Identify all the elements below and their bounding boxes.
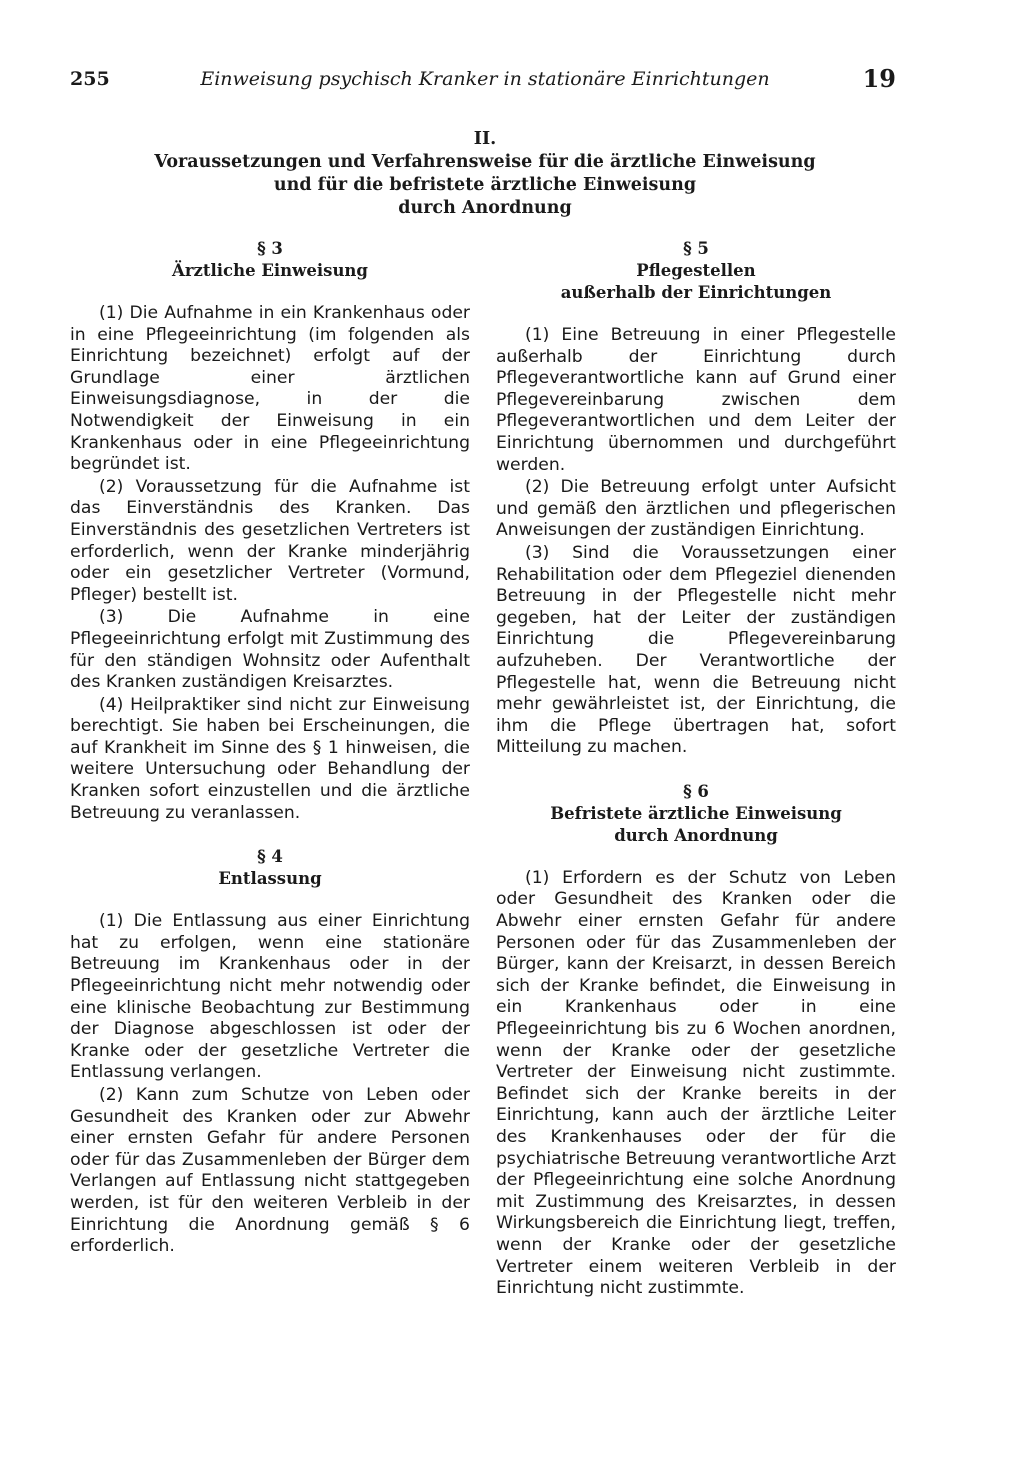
section-4-paragraph-1: (1) Die Entlassung aus einer Einrichtung hat zu erfolgen, wenn eine stationäre Betreuung im Krankenhaus oder in der Pflegeeinrichtung nicht mehr notwendig oder eine klinische Beobachtung zur Bestimmung der Diagnose abgeschlossen ist oder der Kranke oder der gesetzliche Vertreter die Entlassung verlangen. (70, 911, 470, 1083)
section-5-heading (496, 238, 896, 304)
part-title-line: durch Anordnung (398, 198, 572, 218)
right-column (496, 238, 896, 1301)
section-6-body (496, 868, 896, 1300)
section-6-heading (496, 781, 896, 847)
section-4-number: § 4 (257, 847, 283, 867)
page-number: 255 (70, 68, 110, 90)
part-title-line: Voraussetzungen und Verfahrensweise für die ärztliche Einweisung (154, 152, 816, 172)
section-3-heading (70, 238, 470, 282)
section-4-body (70, 911, 470, 1258)
section-5-paragraph-2: (2) Die Betreuung erfolgt unter Aufsicht und gemäß den ärztlichen und pflegerischen Anweisungen der zuständigen Einrichtung. (496, 477, 896, 541)
part-numeral: II. (473, 129, 497, 149)
section-5-number: § 5 (683, 239, 709, 258)
section-3-body (70, 303, 470, 824)
running-head-title: Einweisung psychisch Kranker in stationäre Einrichtungen (200, 68, 770, 90)
section-5-title-line-2: außerhalb der Einrichtungen (560, 283, 832, 302)
running-head (70, 64, 900, 102)
section-6-title-line-2: durch Anordnung (614, 825, 778, 845)
section-4-title: Entlassung (218, 869, 322, 889)
section-5-paragraph-1: (1) Eine Betreuung in einer Pflegestelle außerhalb der Einrichtung durch Pflegeverantwortliche kann auf Grund einer Pflegevereinbarung zwischen dem Pflegeverantwortlichen und dem Leiter der Einrichtung übernommen und durchgeführt werden. (496, 325, 896, 475)
section-3-paragraph-1: (1) Die Aufnahme in ein Krankenhaus oder in eine Pflegeeinrichtung (im folgenden als Einrichtung bezeichnet) erfolgt auf der Grundlage einer ärztlichen Einweisungsdiagnose, in der die Notwendigkeit der Einweisung in ein Krankenhaus oder in eine Pflegeeinrichtung begründet ist. (70, 303, 470, 475)
section-4-heading (70, 846, 470, 890)
section-6-paragraph-1: (1) Erfordern es der Schutz von Leben oder Gesundheit des Kranken oder die Abwehr einer ernsten Gefahr für andere Personen oder für das Zusammenleben der Bürger, kann der Kreisarzt, in dessen Bereich sich der Kranke befindet, die Einweisung in ein Krankenhaus oder in eine Pflegeeinrichtung bis zu 6 Wochen anordnen, wenn der Kranke oder der gesetzliche Vertreter der Einweisung nicht zustimmte. Befindet sich der Kranke bereits in der Einrichtung, kann auch der ärztliche Leiter des Krankenhauses oder der für die psychiatrische Betreuung verantwortliche Arzt der Pflegeeinrichtung eine solche Anordnung mit Zustimmung des Kreisarztes, in dessen Wirkungsbereich die Einrichtung liegt, treffen, wenn der Kranke oder der gesetzliche Vertreter einem weiteren Verbleib in der Einrichtung nicht zustimmte. (496, 867, 896, 1299)
part-title-line: und für die befristete ärztliche Einweisung (273, 175, 697, 195)
section-6-number: § 6 (683, 781, 709, 801)
section-3-paragraph-3: (3) Die Aufnahme in eine Pflegeeinrichtung erfolgt mit Zustimmung des für den ständigen Wohnsitz oder Aufenthalt des Kranken zuständigen Kreisarztes. (70, 607, 470, 693)
section-3-title: Ärztliche Einweisung (172, 261, 368, 280)
section-5-title-line-1: Pflegestellen (636, 261, 756, 280)
section-5-body (496, 325, 896, 759)
section-number: 19 (862, 64, 896, 93)
section-6-title-line-1: Befristete ärztliche Einweisung (550, 803, 842, 823)
section-4-paragraph-2: (2) Kann zum Schutze von Leben oder Gesundheit des Kranken oder zur Abwehr einer ernsten Gefahr für andere Personen oder für das Zusammenleben der Bürger dem Verlangen auf Entlassung nicht stattgegeben werden, ist für den weiteren Verbleib in der Einrichtung die Anordnung gemäß § 6 erforderlich. (70, 1085, 470, 1257)
left-column (70, 238, 470, 1259)
section-3-number: § 3 (257, 239, 283, 258)
section-5-paragraph-3: (3) Sind die Voraussetzungen einer Rehabilitation oder dem Pflegeziel dienenden Betreuung in der Pflegestelle nicht mehr gegeben, hat der Leiter der zuständigen Einrichtung die Pflegevereinbarung aufzuheben. Der Verantwortliche der Pflegestelle hat, wenn die Betreuung nicht mehr gewährleistet ist, der Einrichtung, die ihm die Pflege übertragen hat, sofort Mitteilung zu machen. (496, 542, 896, 758)
section-3-paragraph-4: (4) Heilpraktiker sind nicht zur Einweisung berechtigt. Sie haben bei Erscheinungen, die auf Krankheit im Sinne des § 1 hinweisen, die weitere Untersuchung oder Behandlung der Kranken sofort einzustellen und die ärztliche Betreuung zu veranlassen. (70, 694, 470, 823)
part-heading (70, 128, 900, 220)
section-3-paragraph-2: (2) Voraussetzung für die Aufnahme ist das Einverständnis des Kranken. Das Einverständnis des gesetzlichen Vertreters ist erforderlich, wenn der Kranke minderjährig oder ein gesetzlicher Vertreter (Vormund, Pfleger) bestellt ist. (70, 476, 470, 605)
